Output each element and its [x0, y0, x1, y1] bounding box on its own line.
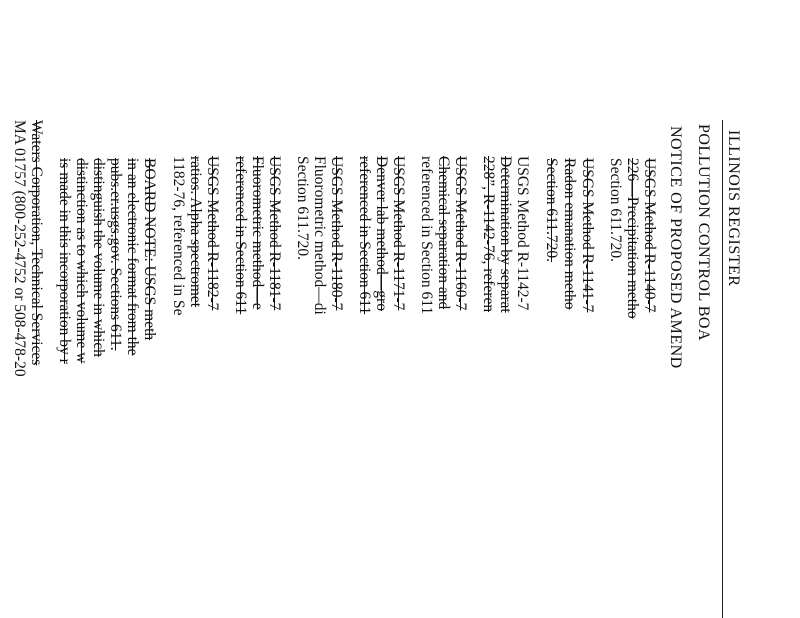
- board-title: POLLUTION CONTROL BOA: [695, 124, 712, 342]
- body-line: MA 01757 (800-252-4752 or 508-478-20: [11, 120, 28, 377]
- body-line: Fluorometric method—di: [311, 156, 328, 315]
- body-line: Section 611.720.: [294, 156, 311, 261]
- notice-title: NOTICE OF PROPOSED AMEND: [667, 126, 684, 369]
- body-line: is made in this incorporation by r: [56, 158, 73, 364]
- body-line: BOARD NOTE: USGS meth: [141, 158, 158, 341]
- body-line: referenced in Section 611: [418, 156, 435, 315]
- body-line: USGS Method R-1142-7: [514, 156, 531, 311]
- body-line: ratios. Alpha spectromet: [187, 156, 204, 308]
- body-line: USGS Method R-1181-7: [266, 156, 283, 311]
- body-line: 228”, R-1142-76, referen: [480, 156, 497, 313]
- body-line: Chemical separation and: [435, 156, 452, 310]
- body-line: referenced in Section 611: [232, 156, 249, 315]
- body-line: USGS Method R-1171-7: [390, 156, 407, 311]
- body-line: Fluorometric method—e: [249, 156, 266, 310]
- body-line: Section 611.720.: [607, 158, 624, 263]
- body-line: Waters Corporation, Technical Services: [28, 120, 45, 366]
- body-line: USGS Method R-1140-7: [641, 158, 658, 313]
- body-line: 1182-76, referenced in Se: [170, 156, 187, 316]
- body-line: referenced in Section 611: [356, 156, 373, 315]
- body-line: USGS Method R-1160-7: [452, 156, 469, 311]
- body-line: pubs.er.usgs.gov. Sections 611.: [107, 158, 124, 351]
- body-line: 226—Precipitation metho: [624, 158, 641, 319]
- body-line: USGS Method R-1180-7: [328, 156, 345, 311]
- body-line: distinguish the volume in which: [90, 158, 107, 357]
- body-line: Section 611.720.: [543, 158, 560, 263]
- body-line: in an electronic format from the: [124, 158, 141, 356]
- register-title: ILLINOIS REGISTER: [725, 130, 742, 287]
- body-line: USGS Method R-1182-7: [204, 156, 221, 311]
- body-line: distinction as to which volume w: [73, 158, 90, 364]
- body-line: Radon emanation metho: [561, 158, 578, 310]
- body-line: USGS Method R-1141-7: [579, 158, 596, 313]
- body-line: Determination by separat: [497, 156, 514, 313]
- body-line: Denver lab method—gro: [373, 156, 390, 311]
